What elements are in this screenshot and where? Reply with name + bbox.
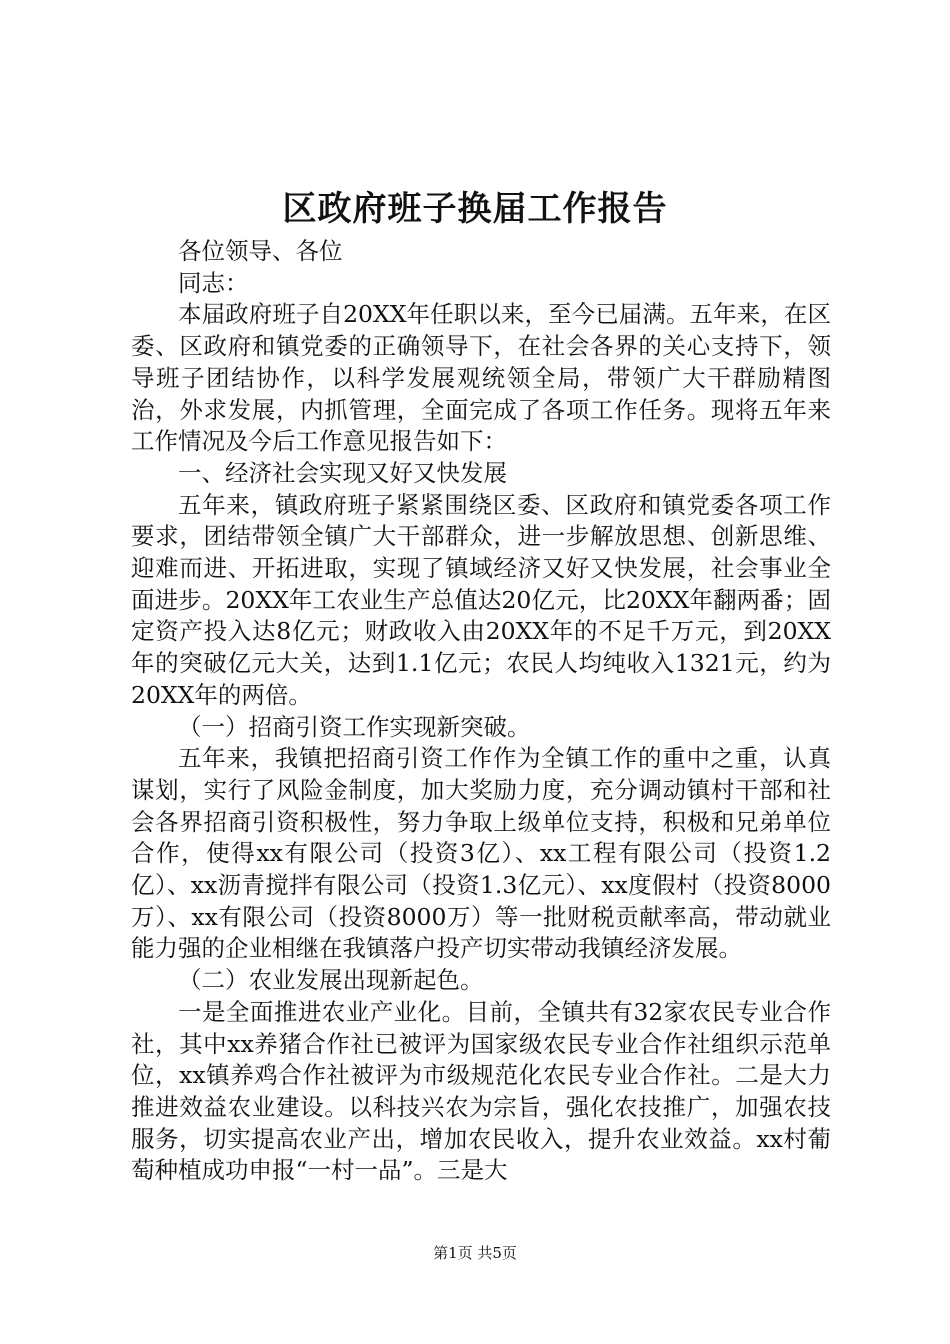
subsection-heading-2: （二）农业发展出现新起色。: [178, 966, 484, 995]
document-title: 区政府班子换届工作报告: [282, 189, 668, 229]
paragraph-salutation-2: 同志：: [178, 268, 249, 297]
document-body: [131, 236, 831, 1187]
paragraph-agriculture: 一是全面推进农业产业化。目前，全镇共有32家农民专业合作社，其中xx养猪合作社已被评为国家级农民专业合作社组织示范单位，xx镇养鸡合作社被评为市级规范化农民专业合作社。二是大力推进效益农业建设。以科技兴农为宗旨，强化农技推广，加强农技服务，切实提高农业产出，增加农民收入，提升农业效益。xx村葡萄种植成功申报“一村一品”。三是大: [131, 997, 831, 1185]
paragraph-economy: 五年来，镇政府班子紧紧围绕区委、区政府和镇党委各项工作要求，团结带领全镇广大干部群众，进一步解放思想、创新思维、迎难而进、开拓进取，实现了镇域经济又好又快发展，社会事业全面进步。20XX年工农业生产总值达20亿元，比20XX年翻两番；固定资产投入达8亿元；财政收入由20XX年的不足千万元，到20XX年的突破亿元大关，达到1.1亿元；农民人均纯收入1321元，约为20XX年的两倍。: [131, 490, 831, 709]
section-heading-1: 一、经济社会实现又好又快发展: [178, 458, 507, 487]
paragraph-intro: 本届政府班子自20XX年任职以来，至今已届满。五年来，在区委、区政府和镇党委的正确领导下，在社会各界的关心支持下，领导班子团结协作，以科学发展观统领全局，带领广大干群励精图治，外求发展，内抓管理，全面完成了各项工作任务。现将五年来工作情况及今后工作意见报告如下：: [131, 300, 831, 456]
page-number-footer: 第1页 共5页: [433, 1244, 517, 1262]
paragraph-investment: 五年来，我镇把招商引资工作作为全镇工作的重中之重，认真谋划，实行了风险金制度，加大奖励力度，充分调动镇村干部和社会各界招商引资积极性，努力争取上级单位支持，积极和兄弟单位合作，使得xx有限公司（投资3亿）、xx工程有限公司（投资1.2亿）、xx沥青搅拌有限公司（投资1.3亿元）、xx度假村（投资8000万）、xx有限公司（投资8000万）等一批财税贡献率高，带动就业能力强的企业相继在我镇落户投产切实带动我镇经济发展。: [131, 744, 831, 963]
subsection-heading-1: （一）招商引资工作实现新突破。: [178, 712, 531, 741]
paragraph-salutation-1: 各位领导、各位: [178, 237, 343, 265]
